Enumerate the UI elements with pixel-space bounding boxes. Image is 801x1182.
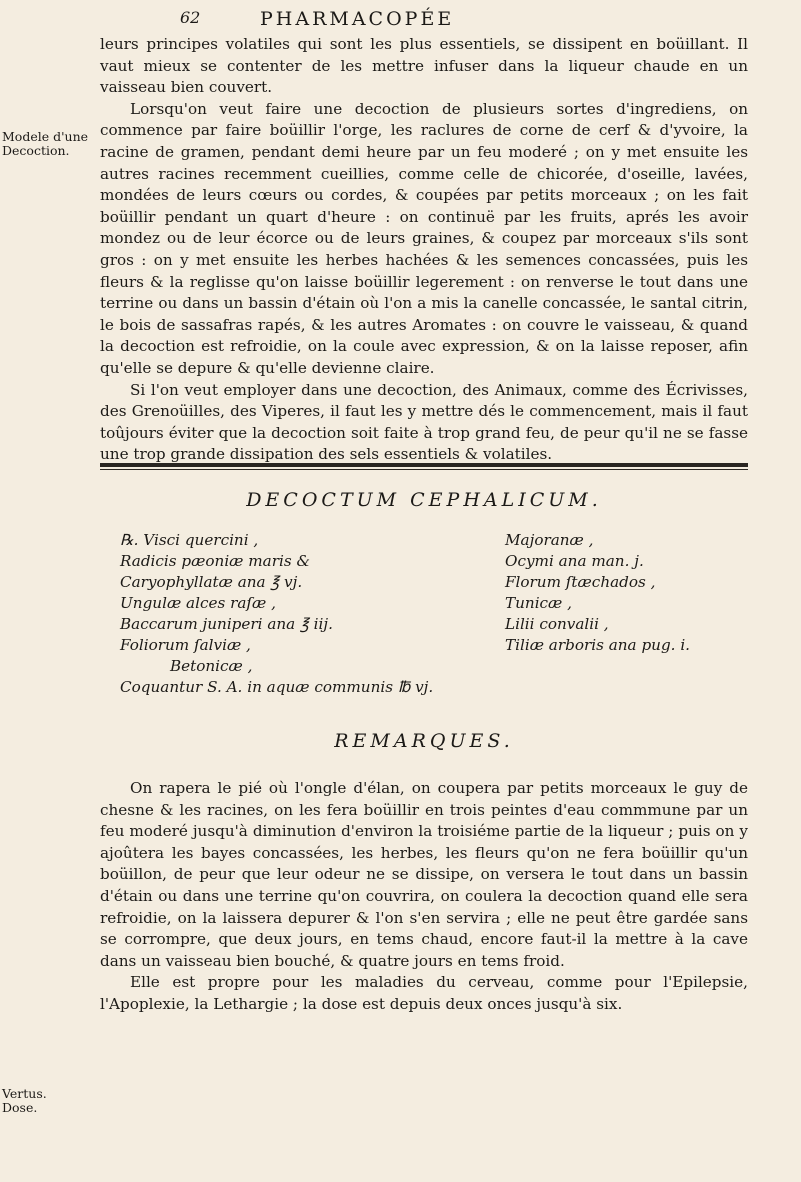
ingredient-right: Florum ſtæchados , xyxy=(505,573,656,591)
paragraph: leurs principes volatiles qui sont les plus essentiels, se dissipent en boüillant. Il vaut mieux se contenter de les mettre infuser dans la liqueur chaude en un vaisseau bien couvert. xyxy=(100,35,748,97)
ingredient-left: ℞. Visci quercini , xyxy=(120,531,259,549)
paragraph: On rapera le pié où l'ongle d'élan, on coupera par petits morceaux le guy de chesne & les racines, on les fera boüillir en trois peintes d'eau commmune par un feu moderé jusqu'à diminution d'environ la troisiéme partie de la liqueur ; puis on y ajoûtera les bayes concassées, les herbes, les fleurs qu'on ne fera boüillir qu'un boüillon, de peur que leur odeur ne se dissipe, on versera le tout dans un bassin d'étain ou dans une terrine qu'on couvrira, on coulera la decoction quand elle sera refroidie, on la laissera depurer & l'on s'en servira ; elle ne peut être gardée sans se corrompre, que deux jours, en tems chaud, encore faut-il la mettre à la cave dans un vaisseau bien bouché, & quatre jours en tems froid. xyxy=(100,779,748,970)
ingredient-right: Tiliæ arboris ana pug. i. xyxy=(505,636,691,654)
margin-note-line: Vertus. xyxy=(2,1086,47,1101)
formula-row xyxy=(120,551,750,572)
margin-note-line: Modele d'une xyxy=(2,129,89,144)
formula-row xyxy=(120,677,750,698)
page-number: 62 xyxy=(180,8,201,27)
ingredient-betonica: Betonicæ , xyxy=(170,657,253,675)
formula-instruction: Coquantur S. A. in aquæ communis ℔ vj. xyxy=(120,678,434,696)
formula-row xyxy=(120,614,750,635)
margin-note-vertus xyxy=(2,1087,94,1115)
ingredient-right: Lilii convalii , xyxy=(505,615,609,633)
formula-row xyxy=(120,656,750,677)
formula-row xyxy=(120,572,750,593)
formula-title: DECOCTUM CEPHALICUM. xyxy=(246,489,602,511)
ingredient-right: Ocymi ana man. j. xyxy=(505,552,644,570)
margin-note-line: Decoction. xyxy=(2,143,70,158)
ingredient-left: Foliorum ſalviæ , xyxy=(120,636,251,654)
paragraph: Si l'on veut employer dans une decoction, des Animaux, comme des Écrivisses, des Grenoüilles, des Viperes, il faut les y mettre dés le commencement, mais il faut toûjours éviter que la decoction soit faite à trop grand feu, de peur qu'il ne se fasse une trop grande dissipation des sels essentiels & volatiles. xyxy=(100,380,748,464)
ingredient-right: Majoranæ , xyxy=(505,531,594,549)
formula-row xyxy=(120,635,750,656)
ingredient-left: Ungulæ alces raſæ , xyxy=(120,594,276,612)
formula-row xyxy=(120,530,750,551)
formula-row xyxy=(120,593,750,614)
intro-text xyxy=(100,34,748,466)
ingredient-left: Baccarum juniperi ana ℥ iij. xyxy=(120,615,333,633)
margin-note-line: Dose. xyxy=(2,1100,38,1115)
ingredient-left: Caryophyllatæ ana ℥ vj. xyxy=(120,573,303,591)
running-title: PHARMACOPÉE xyxy=(260,8,455,30)
ingredient-right: Tunicæ , xyxy=(505,594,572,612)
section-divider xyxy=(100,463,748,467)
paragraph: Lorsqu'on veut faire une decoction de plusieurs sortes d'ingrediens, on commence par faire boüillir l'orge, les raclures de corne de cerf & d'yvoire, la racine de gramen, pendant demi heure par un feu moderé ; on y met ensuite les autres racines recemment cueillies, comme celle de chicorée, d'oseille, lavées, mondées de leurs cœurs ou cordes, & coupées par petits morceaux ; on les fait boüillir pendant un quart d'heure : on continuë par les fruits, aprés les avoir mondez ou de leur écorce ou de leurs graines, & coupez par morceaux s'ils sont gros : on y met ensuite les herbes hachées & les semences concassées, puis les fleurs & la reglisse qu'on laisse boüillir legerement : on renverse le tout dans une terrine ou dans un bassin d'étain où l'on a mis la canelle concassée, le santal citrin, le bois de sassafras rapés, & les autres Aromates : on couvre le vaisseau, & quand la decoction est refroidie, on la coule avec expression, & on la laisse reposer, afin qu'elle se depure & qu'elle devienne claire. xyxy=(100,99,748,377)
ingredient-left: Radicis pæoniæ maris & xyxy=(120,552,310,570)
paragraph: Elle est propre pour les maladies du cerveau, comme pour l'Epilepsie, l'Apoplexie, la Lethargie ; la dose est depuis deux onces jusqu'à six. xyxy=(100,973,748,1013)
margin-note-modele xyxy=(2,130,94,158)
remarques-text xyxy=(100,778,748,1016)
formula-block xyxy=(120,530,750,698)
page-header xyxy=(180,8,680,34)
remarques-title: REMARQUES. xyxy=(334,730,514,752)
section-divider-thin xyxy=(100,469,748,470)
